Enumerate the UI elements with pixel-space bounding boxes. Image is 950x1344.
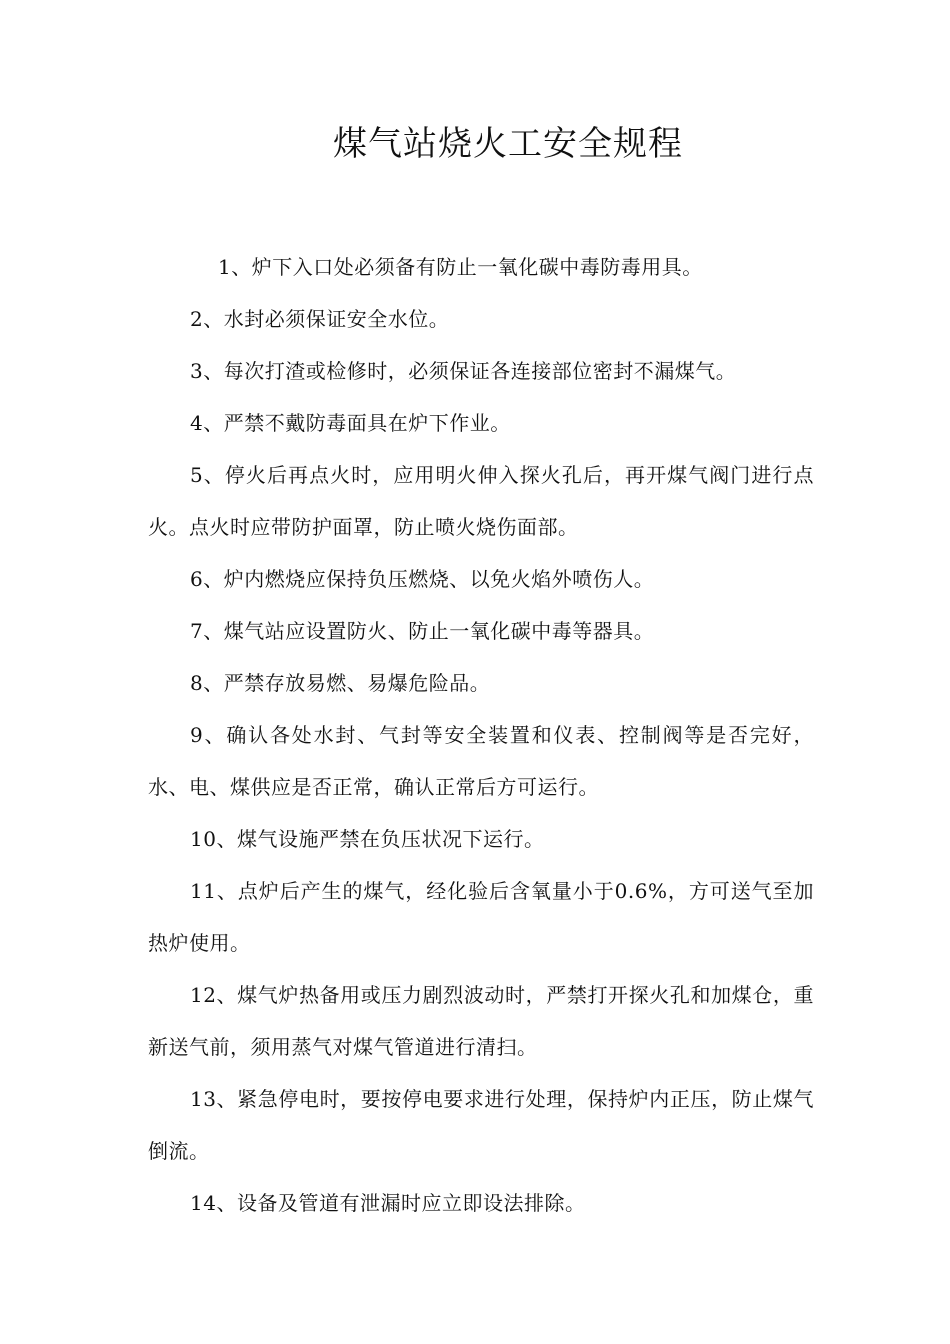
rule-item-2: 2、水封必须保证安全水位。: [190, 307, 450, 331]
document-title: 煤气站烧火工安全规程: [333, 124, 683, 164]
rule-item-3: 3、每次打渣或检修时，必须保证各连接部位密封不漏煤气。: [190, 359, 737, 383]
rule-item-13: 13、紧急停电时，要按停电要求进行处理，保持炉内正压，防止煤气倒流。: [148, 1087, 814, 1163]
rule-item-7: 7、煤气站应设置防火、防止一氧化碳中毒等器具。: [190, 619, 655, 643]
rule-item-6: 6、炉内燃烧应保持负压燃烧、以免火焰外喷伤人。: [190, 567, 655, 591]
rule-item-4: 4、严禁不戴防毒面具在炉下作业。: [190, 411, 511, 435]
rule-item-11: 11、点炉后产生的煤气，经化验后含氧量小于0.6%，方可送气至加热炉使用。: [148, 879, 814, 955]
rule-item-5: 5、停火后再点火时，应用明火伸入探火孔后，再开煤气阀门进行点火。点火时应带防护面罩，防止喷火烧伤面部。: [148, 463, 814, 539]
rule-item-12: 12、煤气炉热备用或压力剧烈波动时，严禁打开探火孔和加煤仓，重新送气前，须用蒸气对煤气管道进行清扫。: [148, 983, 814, 1059]
rule-item-14: 14、设备及管道有泄漏时应立即设法排除。: [190, 1191, 586, 1215]
rule-item-10: 10、煤气设施严禁在负压状况下运行。: [190, 827, 545, 851]
rule-item-1: 1、炉下入口处必须备有防止一氧化碳中毒防毒用具。: [218, 255, 703, 279]
document-body: [148, 241, 814, 1229]
rule-item-8: 8、严禁存放易燃、易爆危险品。: [190, 671, 491, 695]
rule-item-9: 9、确认各处水封、气封等安全装置和仪表、控制阀等是否完好，水、电、煤供应是否正常，确认正常后方可运行。: [148, 723, 814, 799]
